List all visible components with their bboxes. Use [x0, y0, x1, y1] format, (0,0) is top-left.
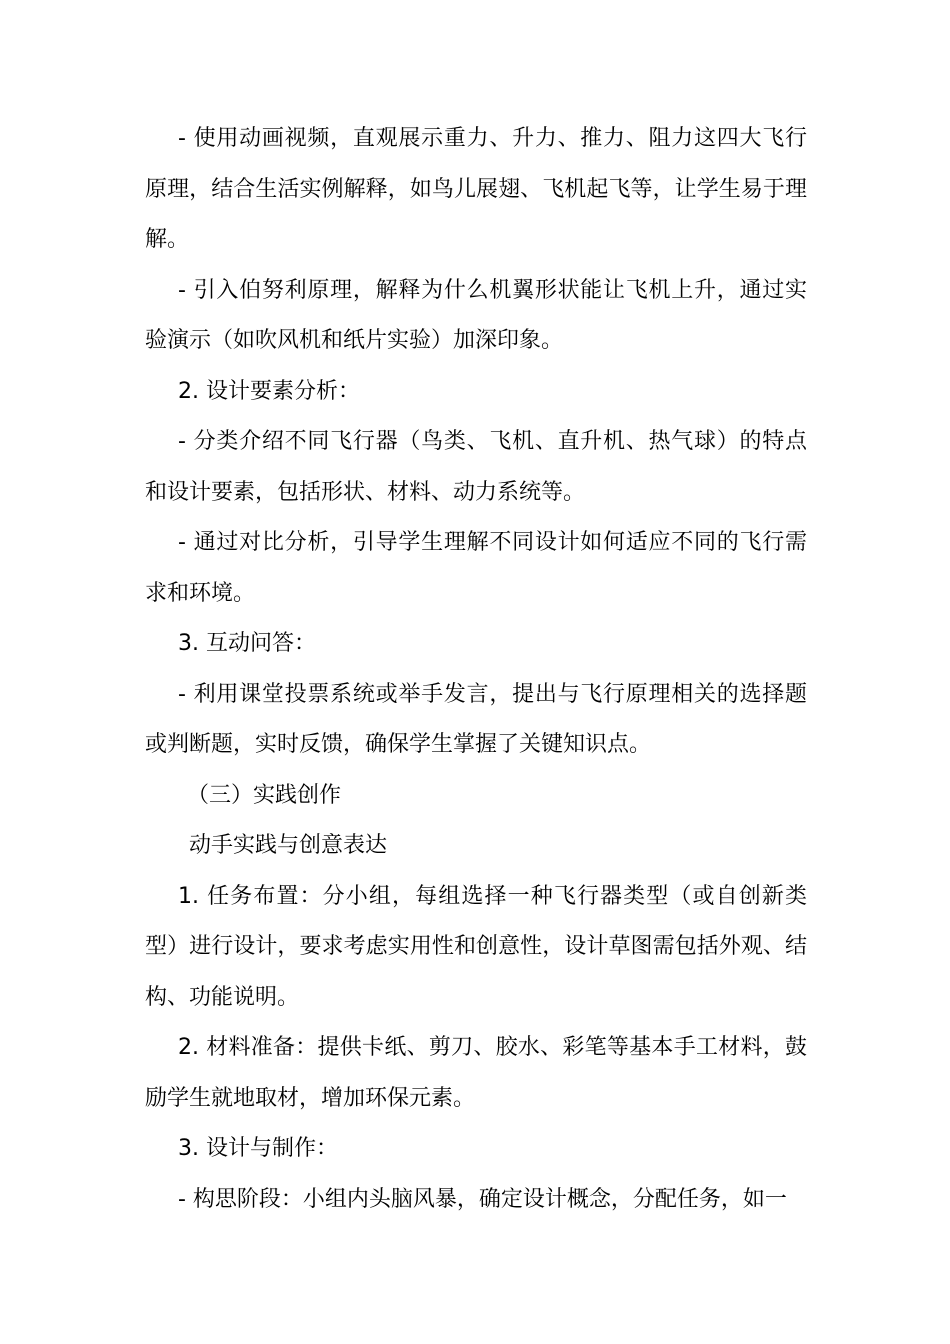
paragraph-task-assignment: 1. 任务布置：分小组，每组选择一种飞行器类型（或自创新类型）进行设计，要求考虑实用性和创意性，设计草图需包括外观、结构、功能说明。 — [145, 883, 807, 1010]
paragraph-interactive-qa-heading: 3. 互动问答： — [178, 631, 316, 656]
paragraph-bernoulli-principle: - 引入伯努利原理，解释为什么机翼形状能让飞机上升，通过实验演示（如吹风机和纸片实验）加深印象。 — [145, 277, 807, 353]
paragraph-design-elements-heading: 2. 设计要素分析： — [178, 378, 360, 404]
paragraph-comparison-analysis: - 通过对比分析，引导学生理解不同设计如何适应不同的飞行需求和环境。 — [145, 530, 807, 606]
section-subtitle-hands-on: 动手实践与创意表达 — [189, 833, 388, 858]
paragraph-materials: 2. 材料准备：提供卡纸、剪刀、胶水、彩笔等基本手工材料，鼓励学生就地取材，增加环保元素。 — [145, 1035, 807, 1111]
document-body — [145, 114, 807, 1225]
paragraph-voting-system: - 利用课堂投票系统或举手发言，提出与飞行原理相关的选择题或判断题，实时反馈，确保学生掌握了关键知识点。 — [145, 681, 807, 757]
paragraph-design-making-heading: 3. 设计与制作： — [178, 1136, 338, 1161]
section-heading-practice: （三）实践创作 — [187, 782, 342, 808]
paragraph-brainstorm-stage: - 构思阶段：小组内头脑风暴，确定设计概念，分配任务，如一 — [178, 1186, 787, 1212]
paragraph-aircraft-classification: - 分类介绍不同飞行器（鸟类、飞机、直升机、热气球）的特点和设计要素，包括形状、材料、动力系统等。 — [145, 429, 807, 505]
paragraph-flight-principles-video: - 使用动画视频，直观展示重力、升力、推力、阻力这四大飞行原理，结合生活实例解释，如鸟儿展翅、飞机起飞等，让学生易于理解。 — [145, 126, 807, 252]
